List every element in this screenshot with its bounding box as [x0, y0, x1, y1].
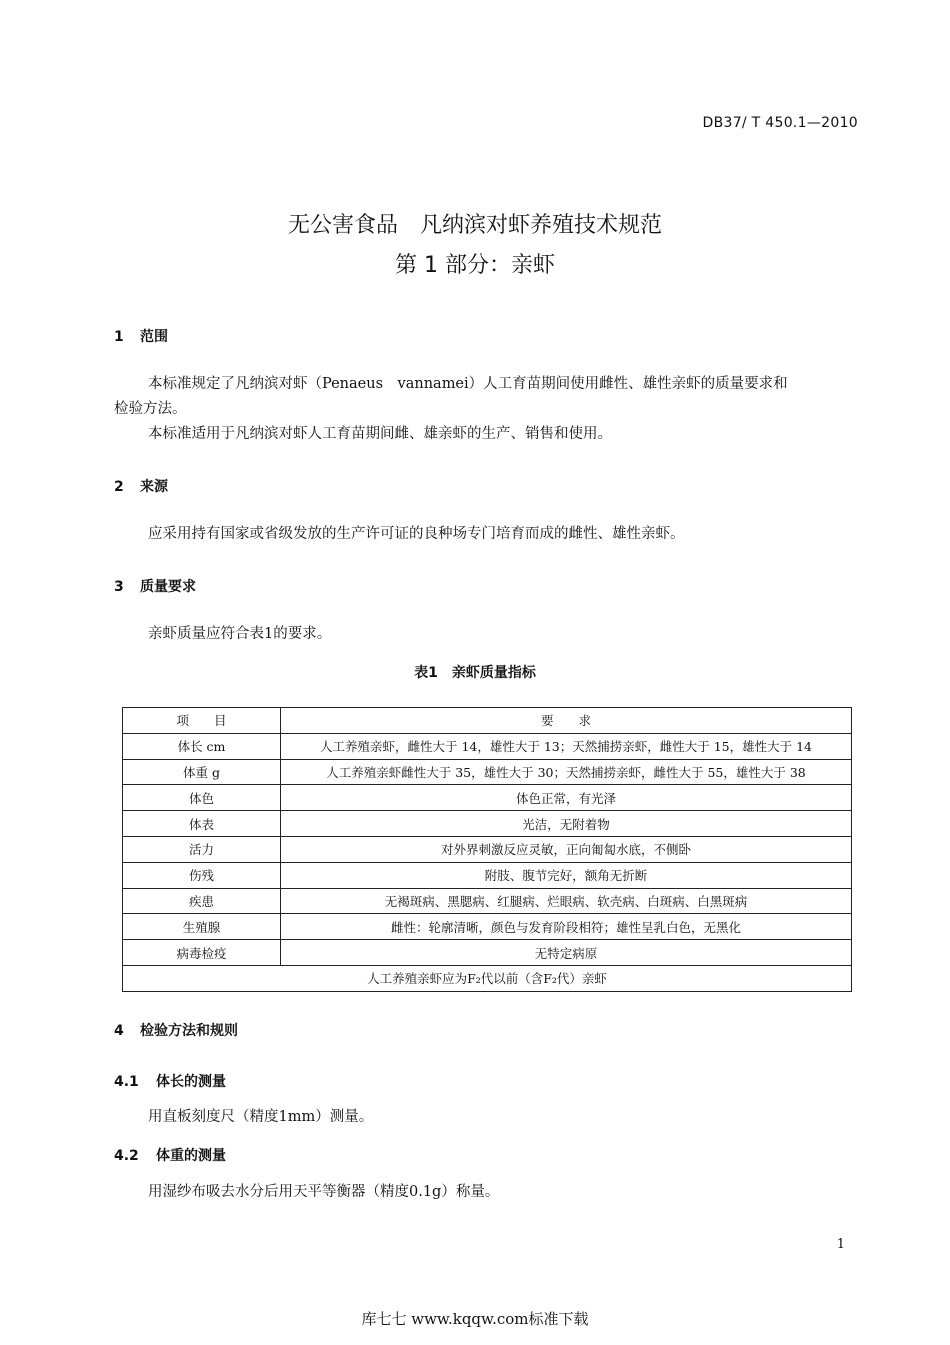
document-subtitle: 第 1 部分：亲虾 — [395, 253, 555, 278]
row-item: 体长 cm — [123, 733, 281, 759]
row-item: 伤残 — [123, 862, 281, 888]
table-row — [123, 862, 852, 888]
paragraph: 本标准适用于凡纳滨对虾人工育苗期间雌、雄亲虾的生产、销售和使用。 — [148, 426, 612, 442]
paragraph: 本标准规定了凡纳滨对虾（Penaeus vannamei）人工育苗期间使用雌性、雄性亲虾的质量要求和 — [148, 376, 788, 392]
row-item: 活力 — [123, 836, 281, 862]
table-row — [123, 940, 852, 966]
paragraph: 亲虾质量应符合表1的要求。 — [148, 626, 332, 642]
section-number: 3 — [114, 579, 124, 595]
header-requirement: 要 求 — [281, 708, 852, 734]
table-note-row — [123, 965, 852, 991]
table-row — [123, 811, 852, 837]
paragraph-continuation: 检验方法。 — [114, 401, 187, 417]
section-number: 4 — [114, 1023, 124, 1039]
row-requirement: 雌性：轮廓清晰，颜色与发育阶段相符；雄性呈乳白色，无黑化 — [281, 914, 852, 940]
row-requirement: 附肢、腹节完好，额角无折断 — [281, 862, 852, 888]
section-title: 检验方法和规则 — [140, 1023, 238, 1039]
row-requirement: 对外界刺激反应灵敏，正向匍匐水底，不侧卧 — [281, 836, 852, 862]
section-1-heading — [114, 326, 168, 346]
table-row — [123, 759, 852, 785]
row-item: 体色 — [123, 785, 281, 811]
section-4-heading — [114, 1020, 238, 1040]
document-title: 无公害食品 凡纳滨对虾养殖技术规范 — [287, 213, 662, 238]
table-row — [123, 785, 852, 811]
section-4-1-heading — [114, 1071, 226, 1091]
table-header-row — [123, 708, 852, 734]
section-number: 4.1 — [114, 1074, 139, 1090]
table-row — [123, 888, 852, 914]
section-title: 范围 — [140, 329, 168, 345]
row-requirement: 人工养殖亲虾，雌性大于 14，雄性大于 13；天然捕捞亲虾，雌性大于 15，雄性大于 14 — [281, 733, 852, 759]
section-2-heading — [114, 476, 168, 496]
footer-watermark: 库七七 www.kqqw.com标准下载 — [361, 1310, 589, 1328]
table-row — [123, 836, 852, 862]
row-item: 体重 g — [123, 759, 281, 785]
row-item: 病毒检疫 — [123, 940, 281, 966]
paragraph: 应采用持有国家或省级发放的生产许可证的良种场专门培育而成的雌性、雄性亲虾。 — [148, 526, 685, 542]
table-row — [123, 733, 852, 759]
header-item: 项 目 — [123, 708, 281, 734]
table-caption: 表1 亲虾质量指标 — [414, 665, 536, 681]
row-requirement: 无褐斑病、黑腮病、红腿病、烂眼病、软壳病、白斑病、白黑斑病 — [281, 888, 852, 914]
section-4-2-heading — [114, 1145, 226, 1165]
section-number: 4.2 — [114, 1148, 139, 1164]
section-3-heading — [114, 576, 196, 596]
paragraph: 用湿纱布吸去水分后用天平等衡器（精度0.1g）称量。 — [148, 1184, 500, 1200]
section-title: 来源 — [140, 479, 168, 495]
paragraph: 用直板刻度尺（精度1mm）测量。 — [148, 1109, 374, 1125]
section-number: 1 — [114, 329, 124, 345]
section-title: 体重的测量 — [156, 1148, 226, 1164]
page-number: 1 — [836, 1237, 845, 1252]
section-number: 2 — [114, 479, 124, 495]
quality-table — [122, 707, 852, 992]
section-title: 质量要求 — [140, 579, 196, 595]
row-item: 生殖腺 — [123, 914, 281, 940]
table-note: 人工养殖亲虾应为F₂代以前（含F₂代）亲虾 — [123, 965, 852, 991]
row-requirement: 体色正常，有光泽 — [281, 785, 852, 811]
row-item: 体表 — [123, 811, 281, 837]
section-title: 体长的测量 — [156, 1074, 226, 1090]
row-requirement: 人工养殖亲虾雌性大于 35，雄性大于 30；天然捕捞亲虾，雌性大于 55，雄性大于 38 — [281, 759, 852, 785]
row-item: 疾患 — [123, 888, 281, 914]
row-requirement: 光洁，无附着物 — [281, 811, 852, 837]
document-number: DB37/ T 450.1—2010 — [702, 115, 858, 131]
row-requirement: 无特定病原 — [281, 940, 852, 966]
table-row — [123, 914, 852, 940]
